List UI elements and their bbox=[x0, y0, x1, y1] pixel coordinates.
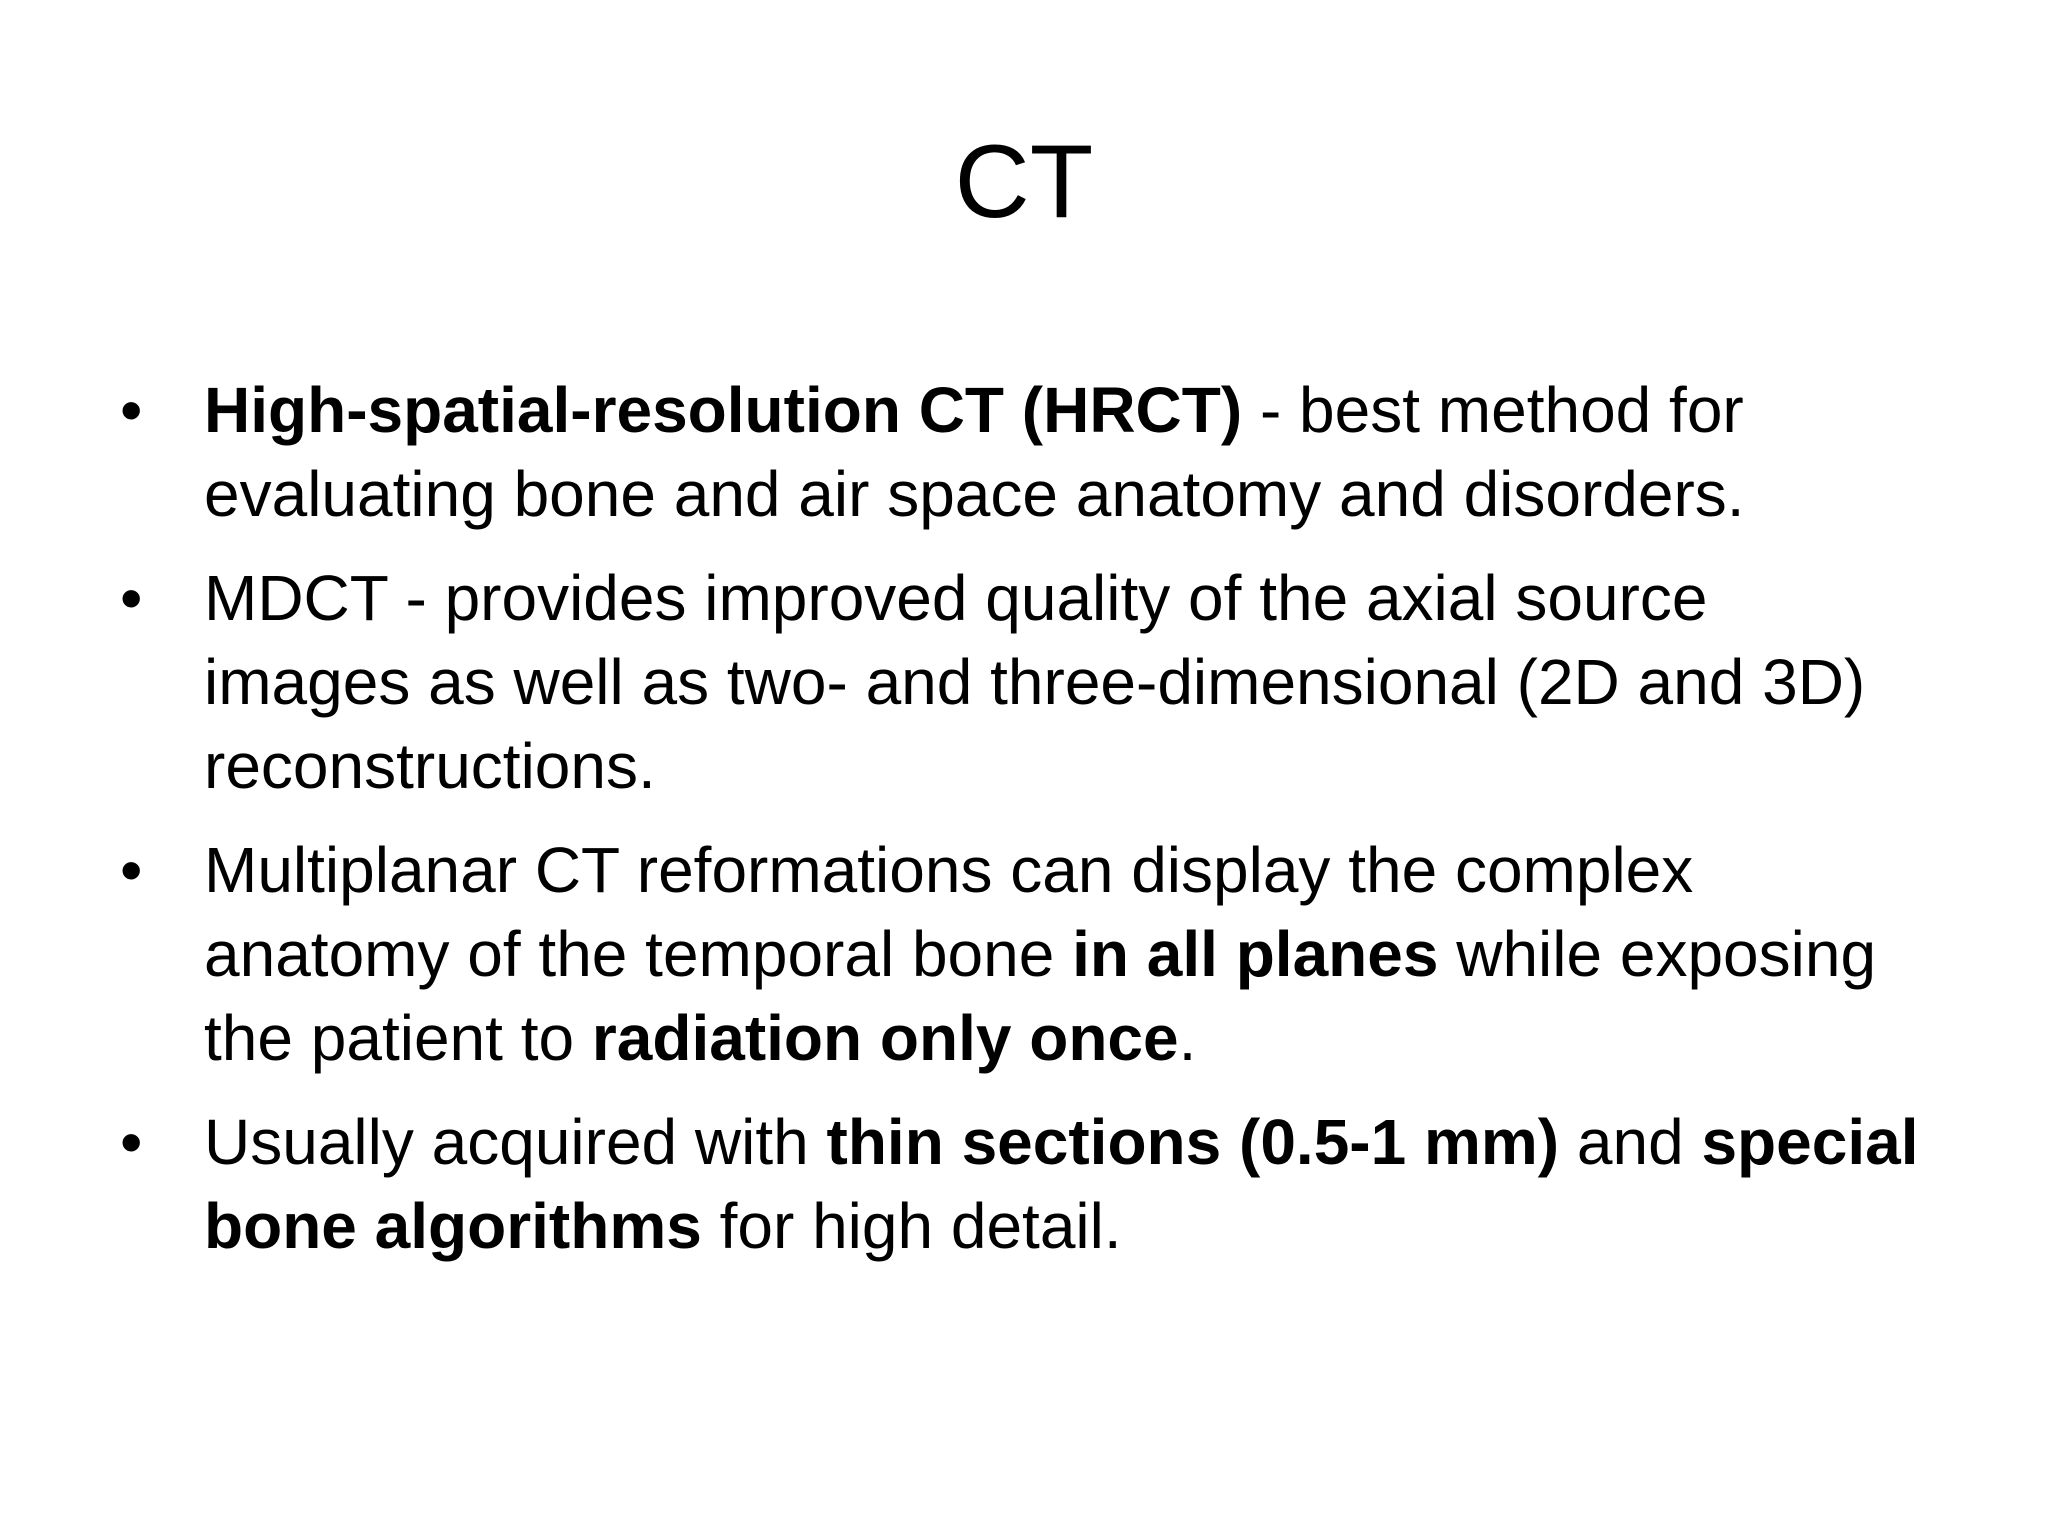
bullet-text: Usually acquired with bbox=[204, 1106, 827, 1178]
bullet-bold-text: High-spatial-resolution CT (HRCT) bbox=[204, 374, 1243, 446]
bullet-bold-text: radiation only once bbox=[591, 1002, 1179, 1074]
bullet-item-acquisition bbox=[120, 1100, 1920, 1268]
slide-title: CT bbox=[954, 124, 1094, 240]
bullet-text: for high detail. bbox=[701, 1190, 1122, 1262]
bullet-list bbox=[120, 368, 1920, 1288]
bullet-dot-icon: • bbox=[120, 562, 143, 634]
bullet-text: Multiplanar CT reformations can display the complex anatomy of the temporal bone bbox=[204, 834, 1694, 990]
bullet-bold-text: special bone algorithms bbox=[204, 1106, 1919, 1262]
bullet-bold-text: in all planes bbox=[1072, 918, 1439, 990]
bullet-item-hrct bbox=[120, 368, 1920, 536]
bullet-item-multiplanar bbox=[120, 828, 1920, 1080]
bullet-text: MDCT - provides improved quality of the axial source images as well as two- and three-dimensional (2D and 3D) reconstructions. bbox=[204, 562, 1866, 802]
bullet-text: - best method for evaluating bone and air space anatomy and disorders. bbox=[204, 374, 1745, 530]
bullet-item-mdct bbox=[120, 556, 1920, 808]
bullet-dot-icon: • bbox=[120, 1106, 143, 1178]
bullet-dot-icon: • bbox=[120, 374, 143, 446]
bullet-dot-icon: • bbox=[120, 834, 143, 906]
bullet-bold-text: thin sections (0.5-1 mm) bbox=[826, 1106, 1560, 1178]
bullet-text: . bbox=[1178, 1002, 1197, 1074]
bullet-text: and bbox=[1559, 1106, 1702, 1178]
bullet-text: while exposing the patient to bbox=[204, 918, 1877, 1074]
